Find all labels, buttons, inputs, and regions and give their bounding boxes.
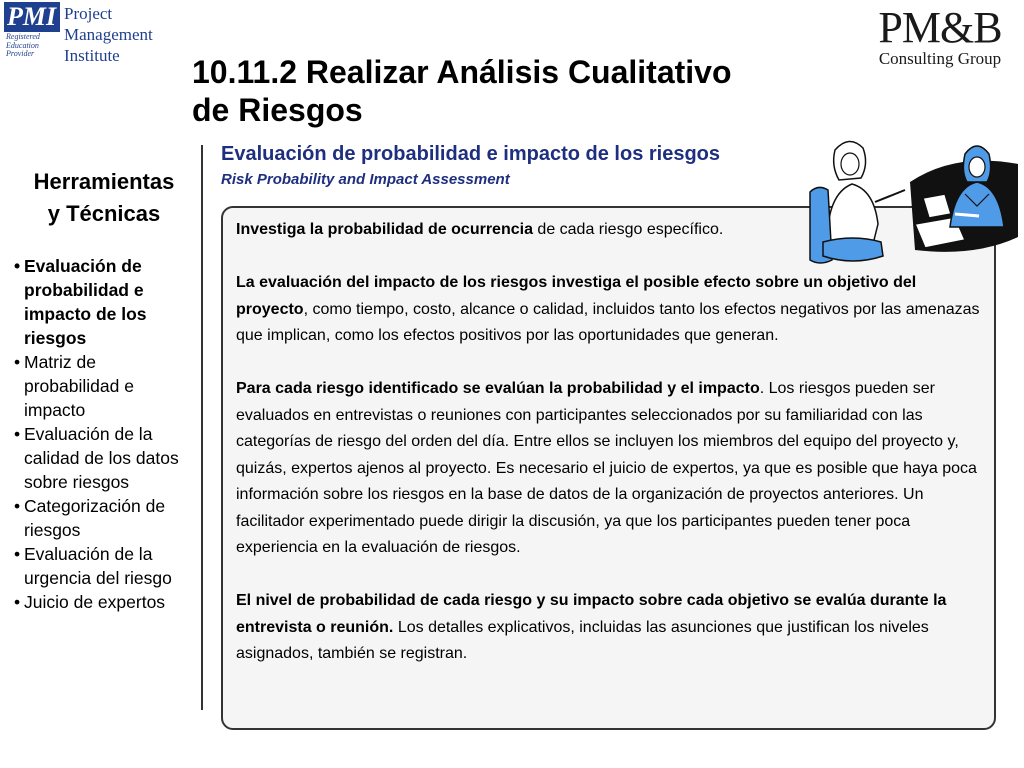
paragraph-1: Investiga la probabilidad de ocurrencia de cada riesgo específico. bbox=[236, 221, 724, 238]
interviewee-figure bbox=[827, 141, 905, 248]
content-box bbox=[221, 206, 996, 730]
tools-heading bbox=[14, 166, 194, 230]
section-subheading: Risk Probability and Impact Assessment bbox=[221, 171, 510, 188]
page-title-line-2: de Riesgos bbox=[192, 92, 363, 128]
tools-list-item: • Evaluación de la urgencia del riesgo bbox=[14, 542, 194, 590]
pmi-mark-caption: Registered Education Provider bbox=[6, 32, 40, 58]
tools-list-item: • Juicio de expertos bbox=[14, 590, 194, 614]
pmi-mark bbox=[4, 2, 62, 68]
tools-list bbox=[14, 254, 194, 614]
interview-meeting-illustration bbox=[805, 132, 1023, 267]
paragraph-2: La evaluación del impacto de los riesgos investiga el posible efecto sobre un objetivo del proyecto, como tiempo, costo, alcance o calidad, incluidos tanto los efectos negativos por las amenazas que implican, como los efectos positivos por las oportunidades que generan. bbox=[236, 274, 980, 344]
tools-heading-line-1: Herramientas bbox=[33, 169, 175, 194]
page-title bbox=[192, 53, 882, 129]
tools-list-item: • Matriz de probabilidad e impacto bbox=[14, 350, 194, 422]
pmi-logo-text: Project Management Institute bbox=[64, 4, 153, 65]
pmb-logo-subtitle: Consulting Group bbox=[878, 49, 1002, 68]
paragraph-4: El nivel de probabilidad de cada riesgo y su impacto sobre cada objetivo se evalúa durante la entrevista o reunión. Los detalles explicativos, incluidas las asunciones que justifican los niveles asignados, también se registran. bbox=[236, 592, 947, 662]
tools-list-item: • Evaluación de la calidad de los datos sobre riesgos bbox=[14, 422, 194, 494]
pmb-logo bbox=[862, 3, 1018, 74]
pmi-logo bbox=[4, 2, 154, 70]
tools-list-item: • Evaluación de probabilidad e impacto de los riesgos bbox=[14, 254, 194, 350]
pmb-logo-name: PM&B bbox=[878, 3, 1002, 52]
section-heading: Evaluación de probabilidad e impacto de los riesgos bbox=[221, 143, 721, 165]
vertical-divider bbox=[201, 145, 203, 710]
page-title-line-1: 10.11.2 Realizar Análisis Cualitativo bbox=[192, 54, 732, 90]
pmi-mark-letters: PMI bbox=[4, 2, 60, 32]
paragraph-3: Para cada riesgo identificado se evalúan la probabilidad y el impacto. Los riesgos pueden ser evaluados en entrevistas o reuniones con participantes seleccionados por su familiaridad con las categorías de riesgo del orden del día. Entre ellos se incluyen los miembros del equipo del proyecto y, quizás, expertos ajenos al proyecto. Es necesario el juicio de expertos, ya que es posible que haya poca información sobre los riesgos en la base de datos de la organización de proyectos anteriores. Un facilitador experimentado puede dirigir la discusión, ya que los participantes pueden tener poca experiencia en la evaluación de riesgos. bbox=[236, 380, 977, 556]
tools-heading-line-2: y Técnicas bbox=[47, 201, 161, 226]
tools-list-item: • Categorización de riesgos bbox=[14, 494, 194, 542]
